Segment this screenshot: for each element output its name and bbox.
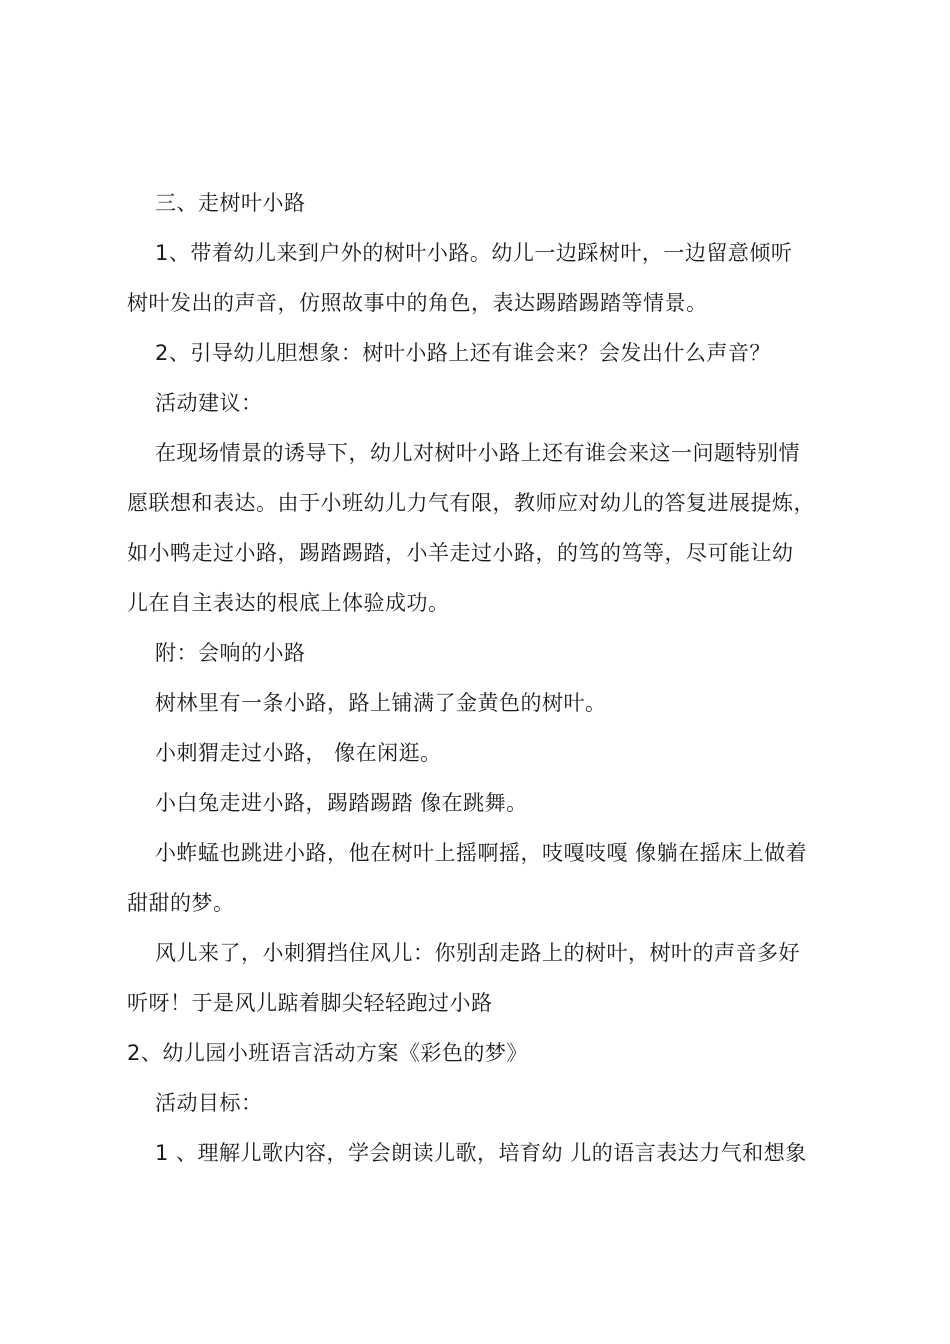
story-line: 树林里有一条小路，路上铺满了金黄色的树叶。 [155, 691, 607, 715]
story-line: 风儿来了，小刺猬挡住风儿：你别刮走路上的树叶，树叶的声音多好 [155, 941, 800, 965]
story-line: 甜甜的梦。 [127, 891, 235, 915]
paragraph-line: 在现场情景的诱导下，幼儿对树叶小路上还有谁会来这一问题特别情 [155, 441, 800, 465]
paragraph-line: 儿在自主表达的根底上体验成功。 [127, 591, 450, 615]
section-heading: 三、走树叶小路 [155, 191, 306, 215]
paragraph-line: 1 、理解儿歌内容，学会朗读儿歌，培育幼 儿的语言表达力气和想象 [155, 1141, 807, 1165]
section-heading: 2、幼儿园小班语言活动方案《彩色的梦》 [127, 1041, 528, 1065]
story-line: 小蚱蜢也跳进小路，他在树叶上摇啊摇，吱嘎吱嘎 像躺在摇床上做着 [155, 841, 808, 865]
story-line: 小白兔走进小路，踢踏踢踏 像在跳舞。 [155, 791, 528, 815]
paragraph-line: 树叶发出的声音，仿照故事中的角色，表达踢踏踢踏等情景。 [127, 291, 708, 315]
paragraph-line: 愿联想和表达。由于小班幼儿力气有限，教师应对幼儿的答复进展提炼， [127, 491, 815, 515]
story-line: 小刺猬走过小路， 像在闲逛。 [155, 741, 442, 765]
paragraph-line: 如小鸭走过小路，踢踏踢踏，小羊走过小路，的笃的笃等，尽可能让幼 [127, 541, 794, 565]
subheading: 活动建议： [155, 391, 263, 415]
subheading: 活动目标： [155, 1091, 263, 1115]
story-line: 听呀！于是风儿踮着脚尖轻轻跑过小路 [127, 991, 493, 1015]
subheading: 附：会响的小路 [155, 641, 306, 665]
paragraph-line: 1、带着幼儿来到户外的树叶小路。幼儿一边踩树叶，一边留意倾听 [155, 241, 793, 265]
paragraph-line: 2、引导幼儿胆想象：树叶小路上还有谁会来？会发出什么声音？ [155, 341, 771, 365]
